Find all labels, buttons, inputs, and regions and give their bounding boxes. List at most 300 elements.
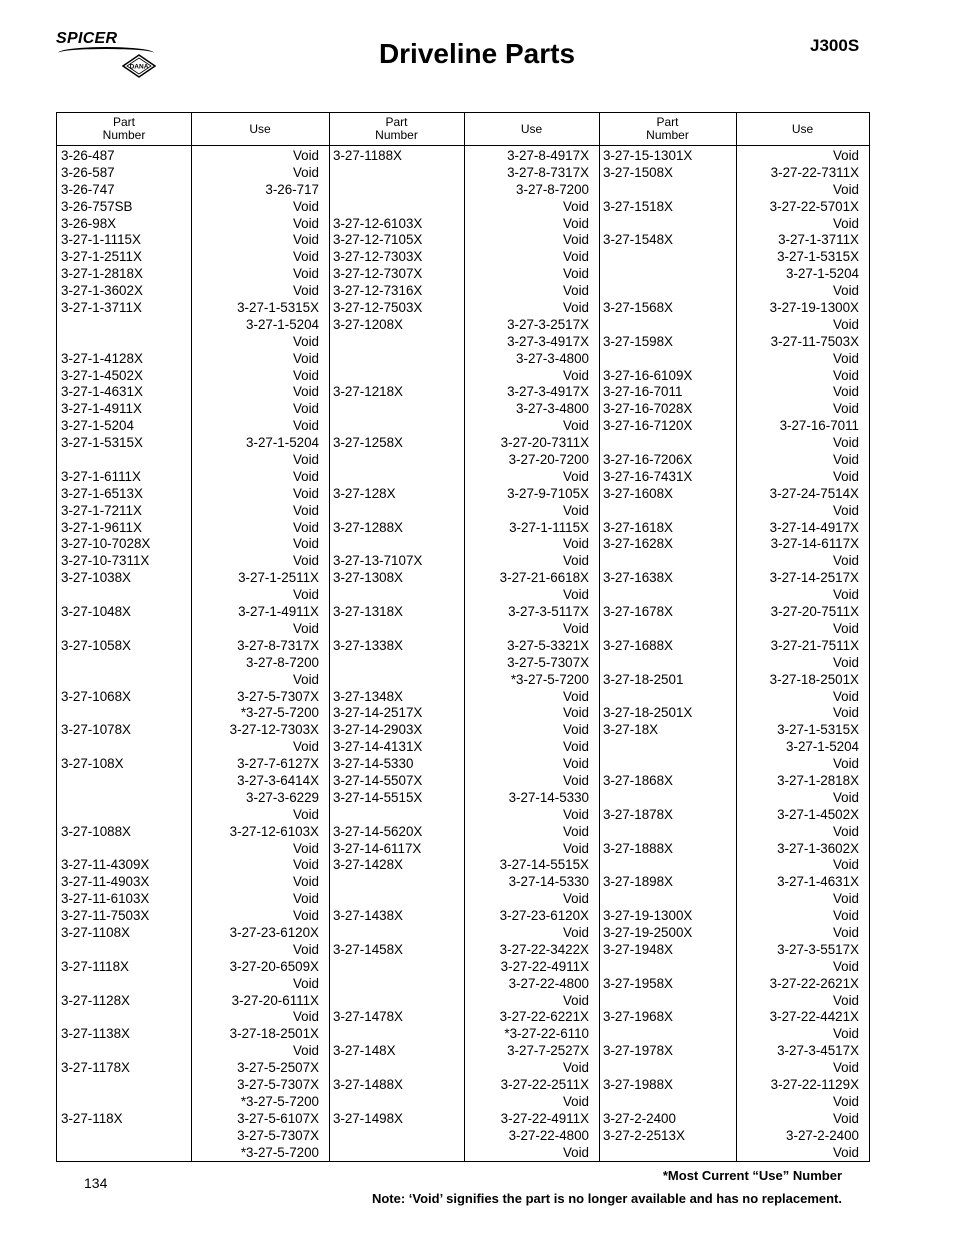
use-value: 3-27-19-1300X: [769, 300, 859, 316]
use-value: Void: [562, 300, 589, 316]
use-value: Void: [292, 266, 319, 282]
part-number: 3-27-1968X: [603, 1009, 673, 1025]
use-value: 3-27-22-4421X: [769, 1009, 859, 1025]
use-value: 3-27-22-4911X: [500, 958, 589, 974]
use-value: 3-27-3-4800: [516, 401, 589, 417]
table-row: [599, 283, 869, 300]
use-value: Void: [562, 418, 589, 434]
part-number: 3-26-747: [61, 181, 115, 197]
use-value: Void: [832, 789, 859, 805]
part-number: 3-27-19-2500X: [603, 924, 693, 940]
table-row: [329, 756, 599, 773]
part-number: 3-27-1-6111X: [61, 468, 141, 484]
table-row: [57, 249, 329, 266]
part-number: 3-27-16-7028X: [603, 401, 693, 417]
table-row: [57, 148, 329, 165]
use-value: 3-27-14-2517X: [769, 570, 859, 586]
table-row: [599, 216, 869, 233]
use-value: 3-27-1-2511X: [238, 570, 319, 586]
part-number: 3-27-1048X: [61, 604, 131, 620]
use-value: Void: [832, 350, 859, 366]
table-row: [329, 283, 599, 300]
use-value: 3-27-3-6414X: [237, 772, 319, 788]
table-row: [57, 553, 329, 570]
part-number: 3-27-16-6109X: [603, 367, 693, 383]
use-value: Void: [832, 553, 859, 569]
use-value: 3-27-1-4502X: [777, 806, 859, 822]
table-row: [599, 503, 869, 520]
use-value: Void: [562, 992, 589, 1008]
table-row: [57, 165, 329, 182]
part-number: 3-27-1128X: [61, 992, 130, 1008]
part-number: 3-27-11-6103X: [61, 891, 150, 907]
table-row: [599, 1128, 869, 1145]
use-value: 3-27-20-7311X: [500, 435, 589, 451]
part-number: 3-27-1488X: [333, 1076, 403, 1092]
table-row: [57, 199, 329, 216]
use-value: Void: [292, 536, 319, 552]
table-row: [57, 722, 329, 739]
table-row: [329, 672, 599, 689]
table-row: [599, 199, 869, 216]
use-value: Void: [832, 908, 859, 924]
table-row: [599, 621, 869, 638]
use-value: Void: [292, 468, 319, 484]
table-row: [57, 1145, 329, 1162]
table-row: [329, 300, 599, 317]
use-value: 3-27-22-6221X: [499, 1009, 589, 1025]
use-value: 3-27-3-2517X: [507, 316, 589, 332]
part-number: 3-27-1138X: [61, 1026, 130, 1042]
table-row: [329, 841, 599, 858]
table-row: [57, 1111, 329, 1128]
use-value: Void: [832, 705, 859, 721]
table-row: [599, 536, 869, 553]
table-row: [599, 773, 869, 790]
table-row: [57, 841, 329, 858]
part-number: 3-27-14-4131X: [333, 739, 423, 755]
use-value: *3-27-5-7200: [240, 705, 319, 721]
use-value: Void: [292, 215, 319, 231]
table-row: [329, 1128, 599, 1145]
use-value: 3-27-8-7317X: [507, 164, 589, 180]
use-value: Void: [292, 198, 319, 214]
use-value: 3-27-1-2818X: [777, 772, 859, 788]
part-number: 3-27-1058X: [61, 637, 131, 653]
use-value: Void: [562, 620, 589, 636]
table-row: [329, 418, 599, 435]
table-row: [599, 1009, 869, 1026]
use-value: Void: [562, 367, 589, 383]
part-number: 3-27-108X: [61, 756, 124, 772]
table-row: [599, 469, 869, 486]
part-number: 3-27-11-4903X: [61, 874, 150, 890]
table-row: [599, 486, 869, 503]
table-row: [57, 891, 329, 908]
use-value: Void: [292, 840, 319, 856]
use-value: *3-27-5-7200: [240, 1144, 319, 1160]
table-row: [57, 1026, 329, 1043]
part-number: 3-27-1438X: [333, 908, 403, 924]
table-row: [599, 570, 869, 587]
part-number: 3-27-1608X: [603, 485, 673, 501]
use-value: Void: [832, 857, 859, 873]
brand-name: SPICER: [56, 30, 118, 47]
table-row: [329, 621, 599, 638]
table-row: [599, 148, 869, 165]
use-value: 3-27-5-6107X: [237, 1110, 319, 1126]
table-row: [599, 908, 869, 925]
use-value: 3-27-1-5315X: [777, 722, 859, 738]
page-title: Driveline Parts: [378, 38, 576, 69]
table-row: [599, 317, 869, 334]
part-number: 3-27-14-5507X: [333, 772, 423, 788]
use-value: Void: [832, 587, 859, 603]
part-number: 3-26-98X: [61, 215, 117, 231]
table-row: [57, 908, 329, 925]
use-value: 3-27-8-7200: [246, 654, 319, 670]
table-row: [599, 925, 869, 942]
table-row: [57, 604, 329, 621]
use-value: 3-27-3-4517X: [777, 1043, 859, 1059]
use-value: 3-26-717: [265, 181, 319, 197]
use-value: 3-27-22-1129X: [770, 1076, 859, 1092]
use-value: 3-27-3-4917X: [507, 384, 589, 400]
table-row: [329, 520, 599, 537]
use-value: 3-27-23-6120X: [499, 908, 589, 924]
use-value: Void: [832, 756, 859, 772]
part-number: 3-27-1038X: [61, 570, 131, 586]
table-row: [599, 604, 869, 621]
table-row: [57, 756, 329, 773]
use-value: 3-27-1-3602X: [777, 840, 859, 856]
use-value: 3-27-14-5330: [508, 874, 589, 890]
part-number: 3-27-1068X: [61, 688, 131, 704]
table-row: [57, 739, 329, 756]
table-row: [57, 807, 329, 824]
table-row: [599, 1094, 869, 1111]
table-row: [57, 1043, 329, 1060]
part-number: 3-27-12-7316X: [333, 283, 423, 299]
use-value: 3-27-14-4917X: [769, 519, 859, 535]
header-part-number: Part Number: [646, 115, 689, 142]
part-number: 3-27-12-7503X: [333, 300, 423, 316]
use-value: 3-27-20-6509X: [229, 958, 319, 974]
table-row: [57, 655, 329, 672]
table-row: [599, 1077, 869, 1094]
use-value: 3-27-9-7105X: [507, 485, 589, 501]
use-value: Void: [292, 975, 319, 991]
use-value: 3-27-1-5204: [246, 316, 319, 332]
part-number: 3-27-1288X: [333, 519, 403, 535]
use-value: Void: [832, 1093, 859, 1109]
part-number: 3-27-1-4502X: [61, 367, 143, 383]
table-row: [599, 182, 869, 199]
table-row: [329, 790, 599, 807]
table-row: [57, 976, 329, 993]
table-row: [329, 148, 599, 165]
table-column-group: [599, 148, 869, 1161]
use-value: 3-27-1-5204: [786, 739, 859, 755]
part-number: 3-27-14-5515X: [333, 789, 423, 805]
table-row: [57, 790, 329, 807]
use-value: 3-27-3-5517X: [777, 941, 859, 957]
use-value: Void: [562, 553, 589, 569]
part-number: 3-27-1108X: [61, 924, 130, 940]
table-row: [599, 553, 869, 570]
part-number: 3-27-1118X: [61, 958, 129, 974]
use-value: 3-27-5-7307X: [507, 654, 589, 670]
use-value: Void: [832, 823, 859, 839]
table-row: [329, 824, 599, 841]
table-column-group: [57, 148, 329, 1161]
table-row: [329, 908, 599, 925]
use-value: Void: [832, 958, 859, 974]
use-value: 3-27-1-5315X: [237, 300, 319, 316]
use-value: Void: [292, 620, 319, 636]
table-row: [599, 993, 869, 1010]
table-row: [599, 705, 869, 722]
use-value: 3-27-20-7200: [508, 452, 589, 468]
table-row: [57, 1009, 329, 1026]
part-number: 3-27-1348X: [333, 688, 403, 704]
use-value: 3-27-22-7311X: [770, 164, 859, 180]
table-row: [329, 384, 599, 401]
use-value: Void: [562, 1144, 589, 1160]
use-value: 3-27-22-2511X: [500, 1076, 589, 1092]
use-value: Void: [832, 283, 859, 299]
use-value: Void: [562, 806, 589, 822]
part-number: 3-27-1898X: [603, 874, 673, 890]
table-row: [329, 1077, 599, 1094]
table-row: [57, 503, 329, 520]
use-value: Void: [562, 587, 589, 603]
use-value: 3-27-5-7307X: [237, 688, 319, 704]
use-value: Void: [562, 705, 589, 721]
part-number: 3-27-10-7028X: [61, 536, 151, 552]
page-number: 134: [84, 1175, 108, 1191]
use-value: Void: [562, 266, 589, 282]
part-number: 3-27-1978X: [603, 1043, 673, 1059]
part-number: 3-26-757SB: [61, 198, 133, 214]
use-value: 3-27-1-4631X: [777, 874, 859, 890]
part-number: 3-27-18-2501: [603, 671, 684, 687]
part-number: 3-27-2-2513X: [603, 1127, 685, 1143]
use-value: Void: [292, 519, 319, 535]
use-value: Void: [562, 924, 589, 940]
table-row: [329, 165, 599, 182]
table-row: [329, 536, 599, 553]
part-number: 3-27-18X: [603, 722, 659, 738]
part-number: 3-27-13-7107X: [333, 553, 423, 569]
part-number: 3-27-2-2400: [603, 1110, 676, 1126]
use-value: Void: [832, 452, 859, 468]
use-value: Void: [832, 891, 859, 907]
use-value: Void: [292, 671, 319, 687]
part-number: 3-27-1428X: [333, 857, 403, 873]
table-row: [599, 638, 869, 655]
part-number: 3-27-1458X: [333, 941, 403, 957]
use-value: 3-27-5-3321X: [507, 637, 589, 653]
part-number: 3-27-12-7105X: [333, 232, 423, 248]
table-row: [599, 232, 869, 249]
table-row: [599, 401, 869, 418]
use-value: 3-27-1-1115X: [509, 519, 589, 535]
table-row: [599, 857, 869, 874]
table-row: [57, 1128, 329, 1145]
part-number: 3-27-1308X: [333, 570, 403, 586]
use-value: Void: [292, 350, 319, 366]
part-number: 3-27-118X: [61, 1110, 123, 1126]
table-row: [57, 942, 329, 959]
table-row: [329, 1111, 599, 1128]
table-row: [599, 351, 869, 368]
use-value: Void: [562, 283, 589, 299]
part-number: 3-27-14-6117X: [333, 840, 422, 856]
table-row: [57, 587, 329, 604]
table-row: [599, 841, 869, 858]
use-value: 3-27-22-4911X: [500, 1110, 589, 1126]
use-value: 3-27-14-6117X: [770, 536, 859, 552]
table-row: [599, 689, 869, 706]
use-value: Void: [292, 164, 319, 180]
part-number: 3-27-1338X: [333, 637, 403, 653]
use-value: 3-27-8-7317X: [237, 637, 319, 653]
part-number: 3-27-16-7011: [603, 384, 683, 400]
use-value: Void: [562, 198, 589, 214]
use-value: 3-27-11-7503X: [770, 333, 859, 349]
use-value: Void: [832, 468, 859, 484]
table-row: [57, 621, 329, 638]
table-row: [329, 1094, 599, 1111]
part-number: 3-27-1188X: [333, 148, 402, 163]
use-value: 3-27-5-2507X: [237, 1060, 319, 1076]
use-value: 3-27-14-5515X: [499, 857, 589, 873]
use-value: Void: [292, 401, 319, 417]
use-value: Void: [832, 215, 859, 231]
part-number: 3-27-1208X: [333, 316, 403, 332]
use-value: Void: [832, 367, 859, 383]
table-row: [57, 283, 329, 300]
header-use: Use: [791, 121, 814, 136]
use-value: 3-27-1-5204: [786, 266, 859, 282]
table-row: [329, 976, 599, 993]
table-row: [57, 672, 329, 689]
part-number: 3-27-1-9611X: [61, 519, 142, 535]
use-value: Void: [292, 384, 319, 400]
use-value: 3-27-7-2527X: [507, 1043, 589, 1059]
use-value: Void: [292, 941, 319, 957]
table-row: [57, 857, 329, 874]
use-value: Void: [562, 772, 589, 788]
part-number: 3-27-14-2517X: [333, 705, 423, 721]
part-number: 3-27-1678X: [603, 604, 673, 620]
part-number: 3-27-14-5330: [333, 756, 414, 772]
use-value: Void: [562, 688, 589, 704]
use-value: Void: [832, 1110, 859, 1126]
part-number: 3-27-1518X: [603, 198, 673, 214]
header-part-number: Part Number: [375, 115, 418, 142]
table-row: [57, 368, 329, 385]
use-value: Void: [292, 333, 319, 349]
use-value: 3-27-20-7511X: [770, 604, 859, 620]
use-value: 3-27-14-5330: [508, 789, 589, 805]
use-value: 3-27-2-2400: [786, 1127, 859, 1143]
part-number: 3-27-16-7206X: [603, 452, 693, 468]
table-row: [599, 1111, 869, 1128]
table-row: [599, 587, 869, 604]
table-row: [599, 807, 869, 824]
table-row: [329, 705, 599, 722]
use-value: 3-27-22-5701X: [769, 198, 859, 214]
table-row: [599, 891, 869, 908]
part-number: 3-27-11-4309X: [61, 857, 150, 873]
part-number: 3-27-1-4128X: [61, 350, 143, 366]
table-row: [329, 368, 599, 385]
table-row: [57, 1060, 329, 1077]
use-value: Void: [292, 418, 319, 434]
use-value: Void: [562, 891, 589, 907]
use-value: Void: [562, 1093, 589, 1109]
use-value: Void: [292, 891, 319, 907]
part-number: 3-27-12-6103X: [333, 215, 423, 231]
part-number: 3-27-18-2501X: [603, 705, 693, 721]
table-row: [599, 334, 869, 351]
use-value: Void: [292, 874, 319, 890]
table-row: [599, 1145, 869, 1162]
table-row: [329, 1043, 599, 1060]
part-number: 3-27-1628X: [603, 536, 673, 552]
table-row: [329, 435, 599, 452]
use-value: 3-27-16-7011: [779, 418, 859, 434]
part-number: 3-27-1-3602X: [61, 283, 143, 299]
table-row: [329, 486, 599, 503]
part-number: 3-27-1948X: [603, 941, 673, 957]
table-row: [57, 638, 329, 655]
use-value: Void: [832, 654, 859, 670]
use-value: 3-27-3-5117X: [508, 604, 589, 620]
use-value: Void: [832, 401, 859, 417]
use-value: 3-27-20-6111X: [231, 992, 319, 1008]
part-number: 3-27-15-1301X: [603, 148, 693, 163]
use-value: Void: [832, 992, 859, 1008]
table-row: [329, 317, 599, 334]
table-row: [57, 452, 329, 469]
part-number: 3-27-16-7120X: [603, 418, 693, 434]
table-row: [329, 1145, 599, 1162]
use-value: Void: [292, 485, 319, 501]
table-row: [329, 807, 599, 824]
table-row: [599, 435, 869, 452]
table-row: [57, 232, 329, 249]
use-value: Void: [832, 384, 859, 400]
part-number: 3-27-1258X: [333, 435, 403, 451]
part-number: 3-27-1-7211X: [61, 502, 142, 518]
use-value: 3-27-1-5204: [246, 435, 319, 451]
table-row: [329, 334, 599, 351]
table-row: [57, 469, 329, 486]
table-row: [599, 790, 869, 807]
use-value: 3-27-1-5315X: [777, 249, 859, 265]
table-row: [329, 503, 599, 520]
part-number: 3-27-16-7431X: [603, 468, 693, 484]
table-row: [599, 1026, 869, 1043]
use-value: Void: [832, 688, 859, 704]
part-number: 3-27-1548X: [603, 232, 673, 248]
use-value: Void: [292, 908, 319, 924]
table-row: [57, 925, 329, 942]
part-number: 3-27-1638X: [603, 570, 673, 586]
